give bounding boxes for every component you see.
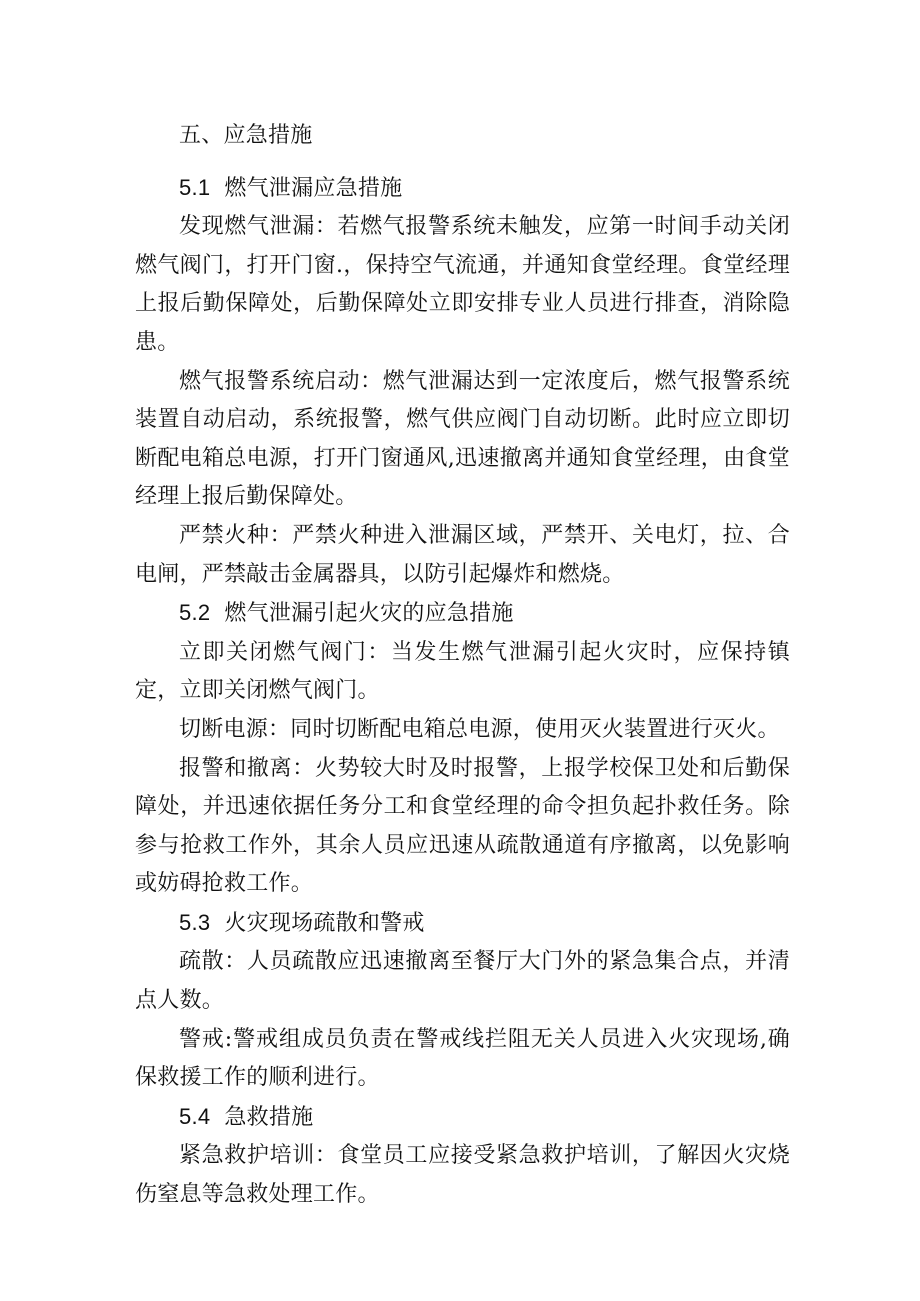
subsection-number: 5.4 xyxy=(179,1103,211,1129)
paragraph-no-fire-sources: 严禁火种：严禁火种进入泄漏区域，严禁开、关电灯，拉、合电闸，严禁敲击金属器具，以防引起爆炸和燃烧。 xyxy=(135,522,790,587)
subsection-heading-5-3 xyxy=(135,904,790,944)
subsection-title: 燃气泄漏应急措施 xyxy=(224,175,403,201)
document-body xyxy=(135,117,790,1215)
section-title-text: 五、应急措施 xyxy=(179,123,313,148)
paragraph-first-aid-training: 紧急救护培训：食堂员工应接受紧急救护培训，了解因火灾烧伤窒息等急救处理工作。 xyxy=(135,1143,790,1208)
subsection-heading-5-2 xyxy=(135,594,790,634)
subsection-title: 急救措施 xyxy=(224,1104,314,1130)
paragraph-evacuation: 疏散：人员疏散应迅速撤离至餐厅大门外的紧急集合点，并清点人数。 xyxy=(135,949,790,1014)
subsection-number: 5.2 xyxy=(179,600,211,626)
subsection-heading-5-4 xyxy=(135,1098,790,1138)
paragraph-cordon: 警戒:警戒组成员负责在警戒线拦阻无关人员进入火灾现场,确保救援工作的顺利进行。 xyxy=(135,1026,790,1091)
subsection-heading-5-1 xyxy=(135,169,790,209)
subsection-title: 燃气泄漏引起火灾的应急措施 xyxy=(224,601,514,627)
paragraph-close-gas-valve: 立即关闭燃气阀门：当发生燃气泄漏引起火灾时，应保持镇定，立即关闭燃气阀门。 xyxy=(135,639,790,704)
paragraph-alarm-and-evacuate: 报警和撤离：火势较大时及时报警，上报学校保卫处和后勤保障处，并迅速依据任务分工和食堂经理的命令担负起扑救任务。除参与抢救工作外，其余人员应迅速从疏散通道有序撤离，以免影响或妨碍抢救工作。 xyxy=(135,755,790,897)
paragraph-alarm-system-activated: 燃气报警系统启动：燃气泄漏达到一定浓度后，燃气报警系统装置自动启动，系统报警，燃气供应阀门自动切断。此时应立即切断配电箱总电源，打开门窗通风,迅速撤离并通知食堂经理，由食堂经理上报后勤保障处。 xyxy=(135,368,790,510)
subsection-number: 5.3 xyxy=(179,909,211,935)
paragraph-gas-leak-found: 发现燃气泄漏：若燃气报警系统未触发，应第一时间手动关闭燃气阀门，打开门窗.，保持空气流通，并通知食堂经理。食堂经理上报后勤保障处，后勤保障处立即安排专业人员进行排查，消除隐患。 xyxy=(135,214,790,355)
section-title xyxy=(135,117,790,156)
subsection-number: 5.1 xyxy=(179,174,211,200)
paragraph-cut-power: 切断电源：同时切断配电箱总电源，使用灭火装置进行灭火。 xyxy=(179,716,780,742)
subsection-title: 火灾现场疏散和警戒 xyxy=(224,910,425,936)
